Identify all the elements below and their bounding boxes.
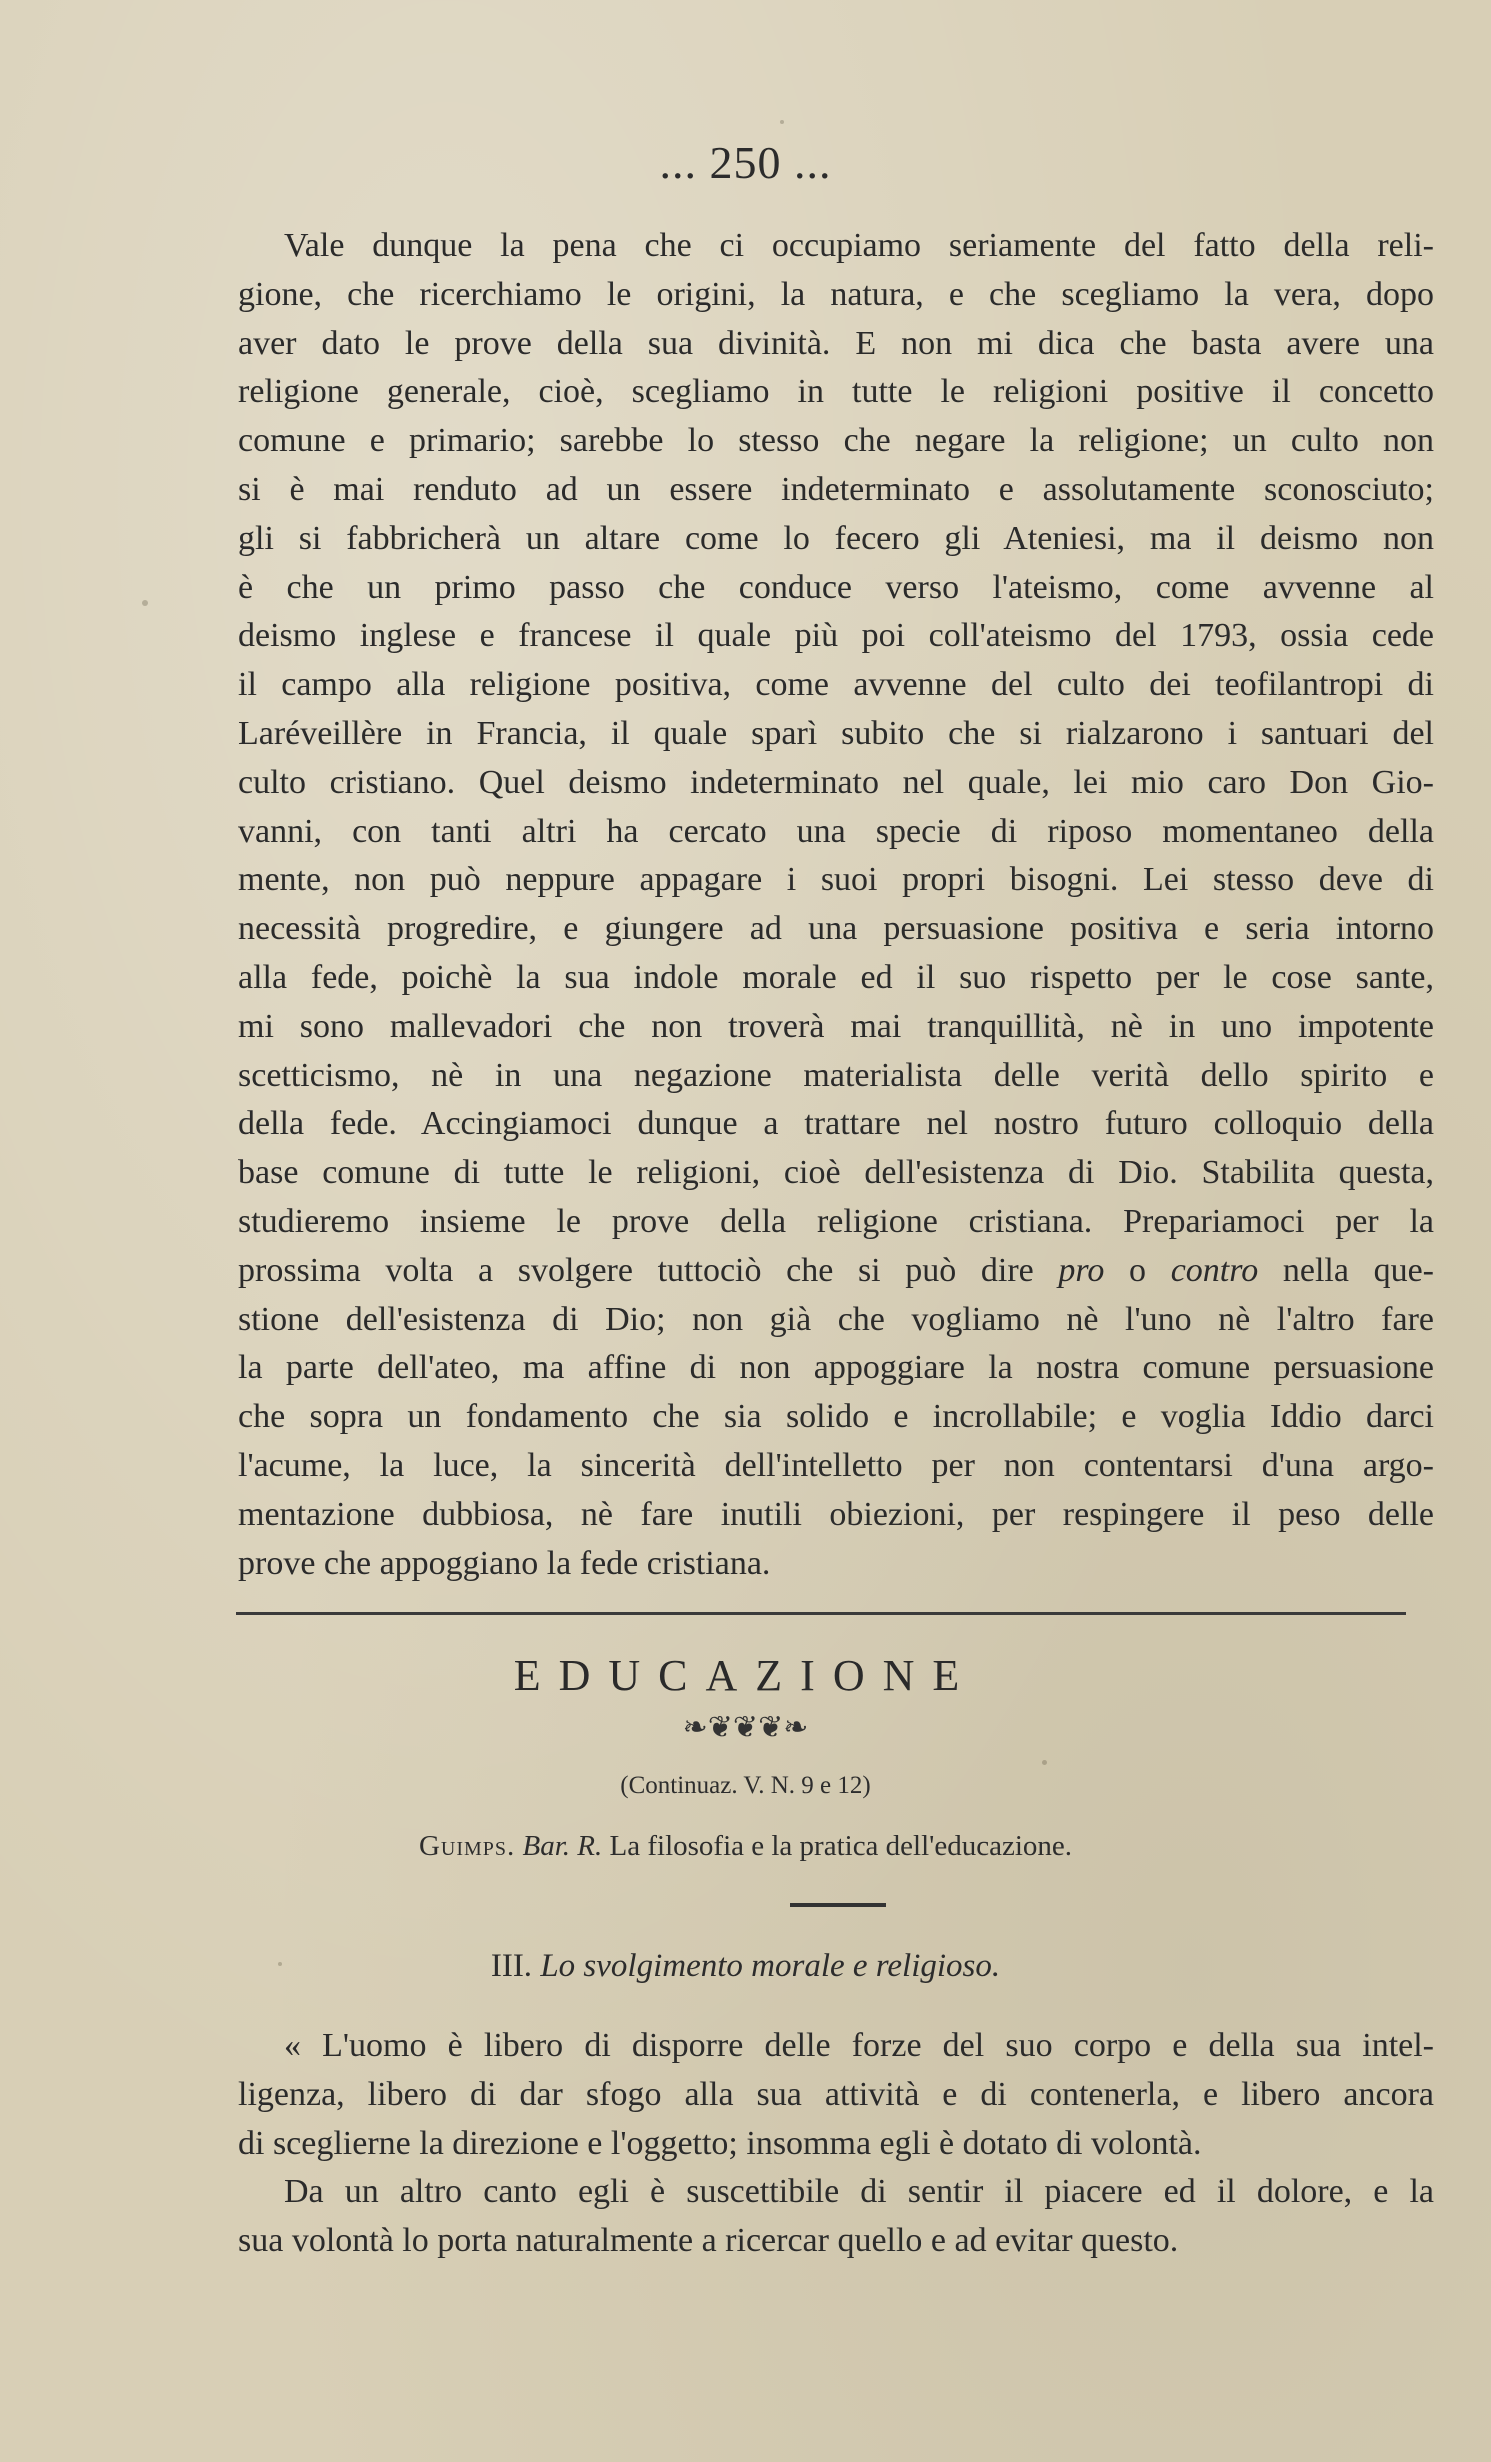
text-line: ligenza, libero di dar sfogo alla sua attività e di contenerla, e libero ancora: [238, 2075, 1434, 2113]
text-fragment: prossima volta a svolgere tuttociò che si può dire: [238, 1251, 1059, 1289]
text-line: gione, che ricerchiamo le origini, la natura, e che scegliamo la vera, dopo: [238, 275, 1434, 313]
paper-speck: [278, 1962, 282, 1966]
italic-pro: pro: [1058, 1251, 1105, 1289]
text-line: il campo alla religione positiva, come avvenne del culto dei teofilantropi di: [238, 666, 1434, 704]
paper-speck: [1042, 1760, 1047, 1765]
text-line: Laréveillère in Francia, il quale sparì subito che si rialzarono i santuari del: [238, 714, 1434, 752]
paper-speck: [142, 600, 148, 606]
main-paragraph: [238, 222, 1434, 1588]
italic-contro: contro: [1170, 1251, 1259, 1289]
text-line: sua volontà lo porta naturalmente a ricercar quello e ad evitar questo.: [238, 2222, 1179, 2260]
text-line: vanni, con tanti altri ha cercato una specie di riposo momentaneo della: [238, 812, 1434, 850]
text-line: alla fede, poichè la sua indole morale ed il suo rispetto per le cose sante,: [238, 958, 1434, 996]
text-line: della fede. Accingiamoci dunque a trattare nel nostro futuro colloquio della: [238, 1105, 1434, 1143]
text-line: comune e primario; sarebbe lo stesso che negare la religione; un culto non: [238, 422, 1434, 460]
continuation-note: (Continuaz. V. N. 9 e 12): [620, 1772, 871, 1799]
text-line: scetticismo, nè in una negazione materialista delle verità dello spirito e: [238, 1056, 1434, 1094]
reference-author: Guimps.: [418, 1830, 516, 1862]
text-line: Da un altro canto egli è suscettibile di sentir il piacere ed il dolore, e la: [284, 2173, 1434, 2211]
text-line: mente, non può neppure appagare i suoi propri bisogni. Lei stesso deve di: [238, 861, 1434, 899]
reference-author-initials: Bar. R.: [522, 1830, 603, 1862]
text-line: Vale dunque la pena che ci occupiamo seriamente del fatto della reli-: [284, 227, 1434, 264]
section-title: EDUCAZIONE: [513, 1651, 978, 1700]
text-line: necessità progredire, e giungere ad una persuasione positiva e seria intorno: [238, 910, 1434, 948]
text-line: l'acume, la luce, la sincerità dell'intelletto per non contentarsi d'una argo-: [238, 1446, 1434, 1484]
text-line: si è mai renduto ad un essere indeterminato e assolutamente sconosciuto;: [238, 470, 1434, 508]
subsection-title: [0, 1948, 1491, 1985]
text-line: stione dell'esistenza di Dio; non già che vogliamo nè l'uno nè l'altro fare: [238, 1300, 1434, 1338]
text-line: di sceglierne la direzione e l'oggetto; insomma egli è dotato di volontà.: [238, 2124, 1202, 2162]
section-divider-rule: [236, 1612, 1406, 1615]
text-line: che sopra un fondamento che sia solido e incrollabile; e voglia Iddio darci: [238, 1398, 1434, 1436]
text-fragment: o: [1104, 1251, 1171, 1289]
text-line: base comune di tutte le religioni, cioè dell'esistenza di Dio. Stabilita questa,: [238, 1154, 1434, 1192]
reference-title: La filosofia e la pratica dell'educazione.: [609, 1830, 1073, 1862]
text-line: la parte dell'ateo, ma affine di non appoggiare la nostra comune persuasione: [238, 1349, 1434, 1387]
text-line: « L'uomo è libero di disporre delle forze del suo corpo e della sua intel-: [284, 2027, 1434, 2064]
text-line: mi sono mallevadori che non troverà mai tranquillità, nè in uno impotente: [238, 1007, 1434, 1045]
text-line: aver dato le prove della sua divinità. E non mi dica che basta avere una: [238, 324, 1434, 362]
bibliographic-reference: [0, 1830, 1491, 1863]
text-line: mentazione dubbiosa, nè fare inutili obiezioni, per respingere il peso delle: [238, 1495, 1434, 1533]
text-fragment: nella que-: [1258, 1251, 1434, 1289]
page-number: ... 250 ...: [659, 137, 832, 188]
ornament-flourish: ❧❦❦❦❧: [682, 1710, 809, 1745]
paper-speck: [780, 120, 784, 124]
text-line: culto cristiano. Quel deismo indeterminato nel quale, lei mio caro Don Gio-: [238, 763, 1434, 801]
second-paragraph: [238, 2022, 1434, 2266]
subsection-number: III.: [490, 1948, 533, 1984]
text-line: studieremo insieme le prove della religione cristiana. Prepariamoci per la: [238, 1202, 1434, 1240]
text-line-with-italics: [238, 1247, 1434, 1296]
short-divider-rule: [790, 1903, 886, 1907]
text-line: gli si fabbricherà un altare come lo fecero gli Ateniesi, ma il deismo non: [238, 519, 1434, 557]
subsection-heading: Lo svolgimento morale e religioso.: [540, 1948, 1001, 1984]
text-line: prove che appoggiano la fede cristiana.: [238, 1544, 771, 1582]
text-line: è che un primo passo che conduce verso l'ateismo, come avvenne al: [238, 568, 1434, 606]
text-line: religione generale, cioè, scegliamo in tutte le religioni positive il concetto: [238, 373, 1434, 411]
text-line: deismo inglese e francese il quale più poi coll'ateismo del 1793, ossia cede: [238, 617, 1434, 655]
